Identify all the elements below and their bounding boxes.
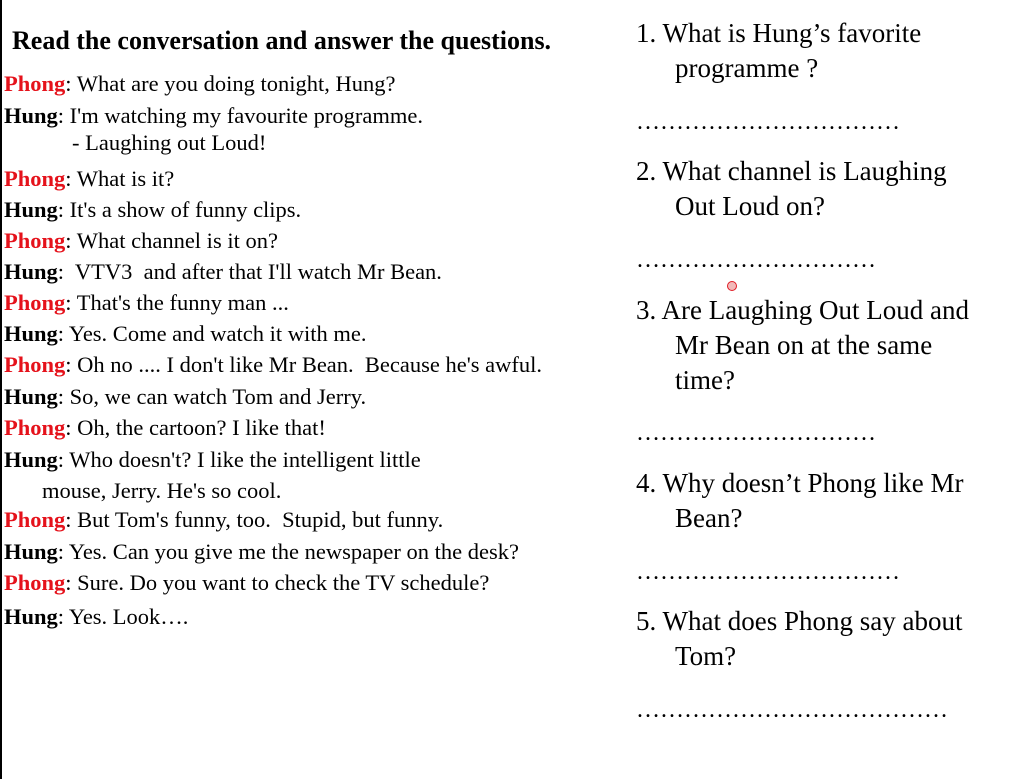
answer-line-2[interactable]: ………………………… — [636, 247, 876, 273]
speaker-hung: Hung — [4, 321, 58, 346]
answer-line-3[interactable]: ………………………… — [636, 420, 876, 446]
speaker-phong: Phong — [4, 415, 66, 440]
speaker-phong: Phong — [4, 507, 66, 532]
question-2: 2. What channel is Laughing Out Loud on? — [636, 156, 947, 221]
speaker-hung: Hung — [4, 447, 58, 472]
dialogue-line: Hung: I'm watching my favourite programme. — [4, 103, 423, 128]
dialogue-line: Phong: What is it? — [4, 166, 175, 191]
dialogue-line-continuation: - Laughing out Loud! — [72, 130, 267, 155]
dialogue-line: Hung: Who doesn't? I like the intelligent little — [4, 447, 421, 472]
dialogue-line: Phong: What are you doing tonight, Hung? — [4, 71, 396, 96]
question-1: 1. What is Hung’s favorite programme ? — [636, 18, 922, 83]
answer-line-5[interactable]: ………………………………… — [636, 697, 948, 723]
dialogue-line: Hung: Yes. Come and watch it with me. — [4, 321, 367, 346]
dialogue-line-continuation: mouse, Jerry. He's so cool. — [42, 478, 282, 503]
question-5: 5. What does Phong say about Tom? — [636, 606, 963, 671]
question-4: 4. Why doesn’t Phong like Mr Bean? — [636, 468, 964, 533]
speaker-hung: Hung — [4, 539, 58, 564]
speaker-phong: Phong — [4, 290, 66, 315]
dialogue-line: Hung: So, we can watch Tom and Jerry. — [4, 384, 367, 409]
speaker-phong: Phong — [4, 570, 66, 595]
speaker-phong: Phong — [4, 352, 66, 377]
dialogue-line: Hung: Yes. Can you give me the newspaper on the desk? — [4, 539, 519, 564]
dialogue-line: Phong: But Tom's funny, too. Stupid, but funny. — [4, 507, 444, 532]
dialogue-line: Phong: That's the funny man ... — [4, 290, 289, 315]
dialogue-line: Hung: Yes. Look…. — [4, 604, 189, 629]
speaker-phong: Phong — [4, 166, 66, 191]
speaker-hung: Hung — [4, 259, 58, 284]
speaker-hung: Hung — [4, 103, 58, 128]
question-3: 3. Are Laughing Out Loud and Mr Bean on at the same time? — [636, 295, 969, 395]
speaker-hung: Hung — [4, 384, 58, 409]
dialogue-line: Hung: VTV3 and after that I'll watch Mr Bean. — [4, 259, 442, 284]
left-border — [0, 0, 2, 779]
answer-line-1[interactable]: …………………………… — [636, 109, 900, 135]
speaker-phong: Phong — [4, 228, 66, 253]
speaker-hung: Hung — [4, 197, 58, 222]
dialogue-line: Phong: Sure. Do you want to check the TV schedule? — [4, 570, 490, 595]
dialogue-line: Phong: Oh, the cartoon? I like that! — [4, 415, 326, 440]
pointer-cursor-icon — [727, 281, 737, 291]
worksheet-title: Read the conversation and answer the questions. — [12, 26, 552, 55]
answer-line-4[interactable]: …………………………… — [636, 559, 900, 585]
dialogue-line: Hung: It's a show of funny clips. — [4, 197, 302, 222]
speaker-hung: Hung — [4, 604, 58, 629]
dialogue-line: Phong: What channel is it on? — [4, 228, 278, 253]
dialogue-line: Phong: Oh no .... I don't like Mr Bean. Because he's awful. — [4, 352, 543, 377]
speaker-phong: Phong — [4, 71, 66, 96]
